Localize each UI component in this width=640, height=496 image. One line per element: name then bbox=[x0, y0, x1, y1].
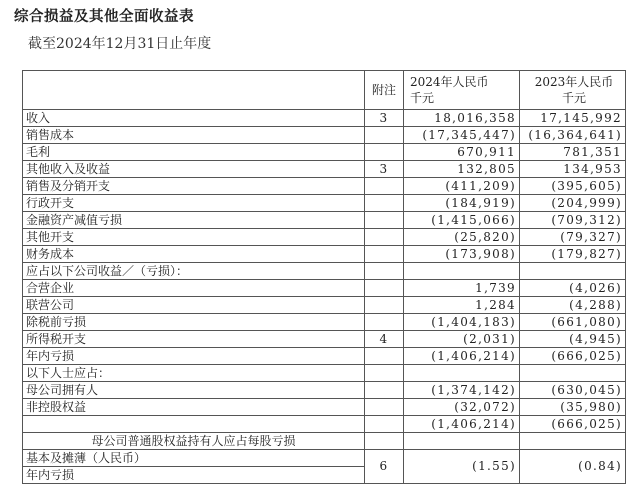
row-value-2023: (666,025) bbox=[520, 416, 626, 433]
row-value-2023: (179,827) bbox=[520, 246, 626, 263]
table-row bbox=[23, 246, 626, 263]
row-label: 联营公司 bbox=[23, 297, 365, 314]
row-value-2024: (1,406,214) bbox=[404, 348, 520, 365]
eps-value-2023: (0.84) bbox=[520, 450, 626, 484]
table-row bbox=[23, 229, 626, 246]
row-label: 财务成本 bbox=[23, 246, 365, 263]
table-row bbox=[23, 127, 626, 144]
row-value-2024: 1,284 bbox=[404, 297, 520, 314]
row-note: 4 bbox=[365, 331, 404, 348]
row-value-2024 bbox=[404, 433, 520, 450]
row-value-2024: (1,415,066) bbox=[404, 212, 520, 229]
table-row bbox=[23, 331, 626, 348]
row-label: 其他开支 bbox=[23, 229, 365, 246]
table-row bbox=[23, 263, 626, 280]
row-label: 应占以下公司收益／（亏损）： bbox=[23, 263, 365, 280]
row-label: 毛利 bbox=[23, 144, 365, 161]
header-2024-line2: 千元 bbox=[410, 91, 435, 105]
row-note bbox=[365, 144, 404, 161]
row-value-2024: (2,031) bbox=[404, 331, 520, 348]
table-row bbox=[23, 110, 626, 127]
table-row bbox=[23, 365, 626, 382]
row-label: 金融资产减值亏损 bbox=[23, 212, 365, 229]
row-value-2024: (32,072) bbox=[404, 399, 520, 416]
row-value-2024 bbox=[404, 365, 520, 382]
row-note bbox=[365, 280, 404, 297]
row-note: 3 bbox=[365, 110, 404, 127]
row-value-2023 bbox=[520, 433, 626, 450]
row-note bbox=[365, 263, 404, 280]
table-row bbox=[23, 348, 626, 365]
table-row bbox=[23, 144, 626, 161]
eps-row bbox=[23, 450, 626, 467]
header-2023 bbox=[520, 71, 626, 110]
row-value-2024: (1,406,214) bbox=[404, 416, 520, 433]
row-note bbox=[365, 399, 404, 416]
row-note bbox=[365, 195, 404, 212]
row-note bbox=[365, 416, 404, 433]
row-value-2024 bbox=[404, 263, 520, 280]
header-2023-line1: 2023年人民币 bbox=[534, 75, 614, 89]
table-header-row bbox=[23, 71, 626, 110]
row-note: 3 bbox=[365, 161, 404, 178]
header-2024 bbox=[404, 71, 520, 110]
row-value-2024: 132,805 bbox=[404, 161, 520, 178]
row-value-2023: (709,312) bbox=[520, 212, 626, 229]
eps-label-loss-for-year: 年内亏损 bbox=[23, 467, 365, 484]
row-value-2023: (204,999) bbox=[520, 195, 626, 212]
row-note bbox=[365, 382, 404, 399]
row-value-2024: (184,919) bbox=[404, 195, 520, 212]
table-row bbox=[23, 297, 626, 314]
income-statement-table bbox=[22, 70, 626, 484]
table-row bbox=[23, 161, 626, 178]
row-value-2023: (16,364,641) bbox=[520, 127, 626, 144]
row-label bbox=[23, 416, 365, 433]
row-value-2023: (666,025) bbox=[520, 348, 626, 365]
row-label: 销售成本 bbox=[23, 127, 365, 144]
row-value-2023: (4,026) bbox=[520, 280, 626, 297]
row-note bbox=[365, 127, 404, 144]
row-value-2024: 670,911 bbox=[404, 144, 520, 161]
eps-value-2024: (1.55) bbox=[404, 450, 520, 484]
row-value-2024: (1,374,142) bbox=[404, 382, 520, 399]
row-note bbox=[365, 178, 404, 195]
row-label: 所得税开支 bbox=[23, 331, 365, 348]
row-label: 母公司普通股权益持有人应占每股亏损 bbox=[23, 433, 365, 450]
row-value-2024: (173,908) bbox=[404, 246, 520, 263]
row-value-2023 bbox=[520, 263, 626, 280]
header-label-cell bbox=[23, 71, 365, 110]
row-label: 合营企业 bbox=[23, 280, 365, 297]
table-row bbox=[23, 178, 626, 195]
table-row bbox=[23, 314, 626, 331]
row-note bbox=[365, 433, 404, 450]
row-note bbox=[365, 229, 404, 246]
row-label: 年内亏损 bbox=[23, 348, 365, 365]
statement-title: 综合损益及其他全面收益表 bbox=[14, 9, 194, 25]
row-value-2023: (4,945) bbox=[520, 331, 626, 348]
row-value-2024: 1,739 bbox=[404, 280, 520, 297]
row-value-2024: (17,345,447) bbox=[404, 127, 520, 144]
table-row bbox=[23, 195, 626, 212]
row-label: 其他收入及收益 bbox=[23, 161, 365, 178]
row-value-2023: (35,980) bbox=[520, 399, 626, 416]
table-row bbox=[23, 416, 626, 433]
row-value-2024: (1,404,183) bbox=[404, 314, 520, 331]
row-label: 母公司拥有人 bbox=[23, 382, 365, 399]
statement-period: 截至2024年12月31日止年度 bbox=[28, 36, 212, 52]
row-note bbox=[365, 365, 404, 382]
header-2023-line2: 千元 bbox=[561, 91, 586, 105]
row-value-2023: 134,953 bbox=[520, 161, 626, 178]
table-row bbox=[23, 212, 626, 229]
row-label: 除税前亏损 bbox=[23, 314, 365, 331]
row-value-2024: 18,016,358 bbox=[404, 110, 520, 127]
row-label: 非控股权益 bbox=[23, 399, 365, 416]
row-value-2023: (395,605) bbox=[520, 178, 626, 195]
eps-label-basic-diluted: 基本及摊薄（人民币） bbox=[23, 450, 365, 467]
row-note bbox=[365, 348, 404, 365]
row-value-2023: (79,327) bbox=[520, 229, 626, 246]
table-row bbox=[23, 433, 626, 450]
row-value-2023: 17,145,992 bbox=[520, 110, 626, 127]
row-value-2024: (25,820) bbox=[404, 229, 520, 246]
row-value-2023: (630,045) bbox=[520, 382, 626, 399]
row-value-2023 bbox=[520, 365, 626, 382]
header-note: 附注 bbox=[365, 71, 404, 110]
row-value-2023: 781,351 bbox=[520, 144, 626, 161]
header-2024-line1: 2024年人民币 bbox=[410, 75, 489, 89]
row-note bbox=[365, 246, 404, 263]
table-row bbox=[23, 399, 626, 416]
row-label: 销售及分销开支 bbox=[23, 178, 365, 195]
row-value-2023: (4,288) bbox=[520, 297, 626, 314]
row-label: 行政开支 bbox=[23, 195, 365, 212]
row-note bbox=[365, 212, 404, 229]
row-note bbox=[365, 297, 404, 314]
row-label: 收入 bbox=[23, 110, 365, 127]
table-row bbox=[23, 280, 626, 297]
table-row bbox=[23, 382, 626, 399]
row-note bbox=[365, 314, 404, 331]
row-value-2023: (661,080) bbox=[520, 314, 626, 331]
row-label: 以下人士应占： bbox=[23, 365, 365, 382]
row-value-2024: (411,209) bbox=[404, 178, 520, 195]
eps-note: 6 bbox=[365, 450, 404, 484]
